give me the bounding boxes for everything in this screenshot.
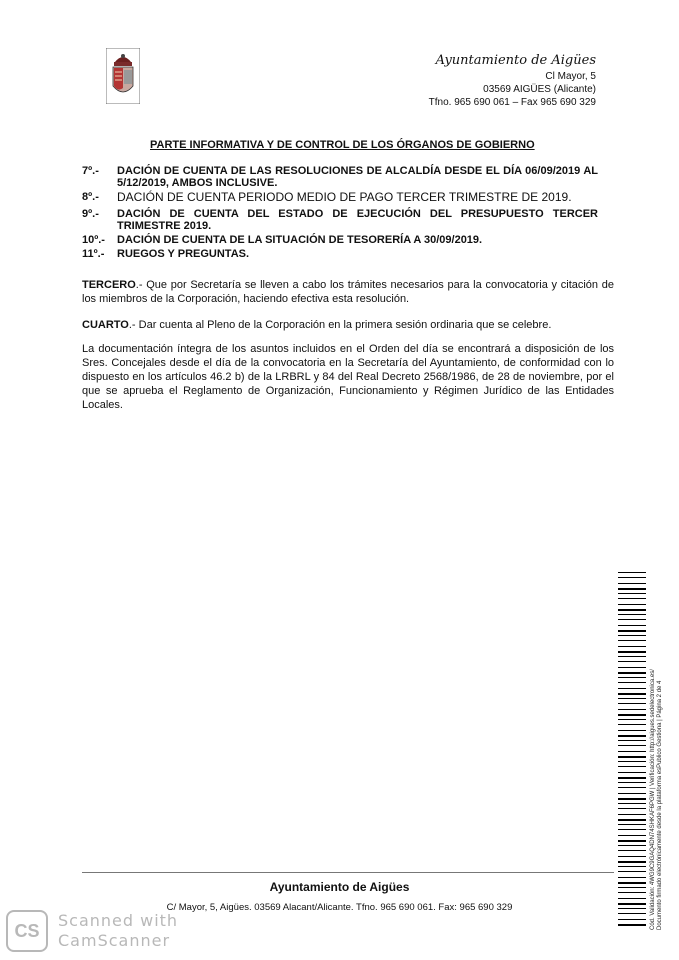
agenda-list	[82, 165, 598, 262]
cuarto-paragraph	[82, 318, 614, 332]
agenda-item-text: DACIÓN DE CUENTA PERIODO MEDIO DE PAGO TERCER TRIMESTRE DE 2019.	[117, 190, 572, 204]
agenda-item-number: 11º.-	[82, 248, 105, 260]
letterhead	[429, 52, 596, 109]
verification-line-1: Cód. Validación: 4WG9C9GAQ4DN74SHKAF6PGW | Verificación: http://aigues.sedelectronica.es/	[650, 669, 656, 930]
agenda-item	[82, 248, 598, 260]
tercero-text: .- Que por Secretaría se lleven a cabo los trámites necesarios para la convocatoria y citación de los miembros de la Corporación, haciendo efectiva esta resolución.	[82, 279, 614, 305]
footer-divider	[82, 872, 614, 873]
agenda-item	[82, 165, 598, 189]
agenda-item-number: 8º.-	[82, 191, 99, 203]
agenda-item	[82, 208, 598, 232]
watermark-line-1: Scanned with	[58, 911, 179, 930]
address-line-1: Cl Mayor, 5	[545, 71, 596, 82]
footer-address: C/ Mayor, 5, Aigües. 03569 Alacant/Alicante. Tfno. 965 690 061. Fax: 965 690 329	[166, 902, 513, 913]
section-title: PARTE INFORMATIVA Y DE CONTROL DE LOS ÓRGANOS DE GOBIERNO	[150, 139, 535, 151]
agenda-item-text: DACIÓN DE CUENTA DEL ESTADO DE EJECUCIÓN DEL PRESUPUESTO TERCER TRIMESTRE 2019.	[117, 208, 598, 232]
cuarto-text: .- Dar cuenta al Pleno de la Corporación en la primera sesión ordinaria que se celebre.	[128, 319, 552, 331]
agenda-item-text: RUEGOS Y PREGUNTAS.	[117, 248, 250, 260]
org-signature-name: Ayuntamiento de Aigües	[435, 53, 596, 68]
barcode-icon	[618, 572, 646, 928]
agenda-item	[82, 234, 598, 246]
agenda-item-text: DACIÓN DE CUENTA DE LA SITUACIÓN DE TESORERÍA A 30/09/2019.	[117, 234, 483, 246]
camscanner-text	[58, 911, 178, 951]
agenda-item-number: 10º.-	[82, 234, 105, 246]
agenda-item-number: 9º.-	[82, 208, 99, 220]
camscanner-watermark	[6, 910, 178, 952]
agenda-item	[82, 191, 598, 203]
coat-of-arms-icon	[106, 48, 140, 104]
footer-title: Ayuntamiento de Aigües	[269, 880, 410, 894]
documentation-paragraph: La documentación íntegra de los asuntos incluidos en el Orden del día se encontrará a disposición de los Sres. Concejales desde el día de la convocatoria en la Secretaría del Ayuntamiento, de conformidad con lo dispuesto en los artículos 46.2 b) de la LRBRL y 84 del Real Decreto 2568/1986, de 28 de noviembre, por el que se aprueba el Reglamento de Organización, Funcionamiento y Régimen Jurídico de las Entidades Locales.	[82, 343, 614, 411]
phone-fax: Tfno. 965 690 061 – Fax 965 690 329	[428, 97, 596, 108]
address-line-2: 03569 AIGÜES (Alicante)	[483, 84, 596, 95]
tercero-paragraph	[82, 278, 614, 306]
camscanner-logo-icon: CS	[6, 910, 48, 952]
agenda-item-text: DACIÓN DE CUENTA DE LAS RESOLUCIONES DE ALCALDÍA DESDE EL DÍA 06/09/2019 AL 5/12/2019, AMBOS INCLUSIVE.	[117, 165, 598, 189]
cuarto-label: CUARTO	[82, 319, 129, 331]
agenda-item-number: 7º.-	[82, 165, 99, 177]
tercero-label: TERCERO	[82, 279, 136, 291]
watermark-line-2: CamScanner	[58, 931, 171, 950]
verification-line-2: Documento firmado electrónicamente desde la plataforma esPublico Gestiona | Página 2 de 4	[657, 680, 663, 930]
